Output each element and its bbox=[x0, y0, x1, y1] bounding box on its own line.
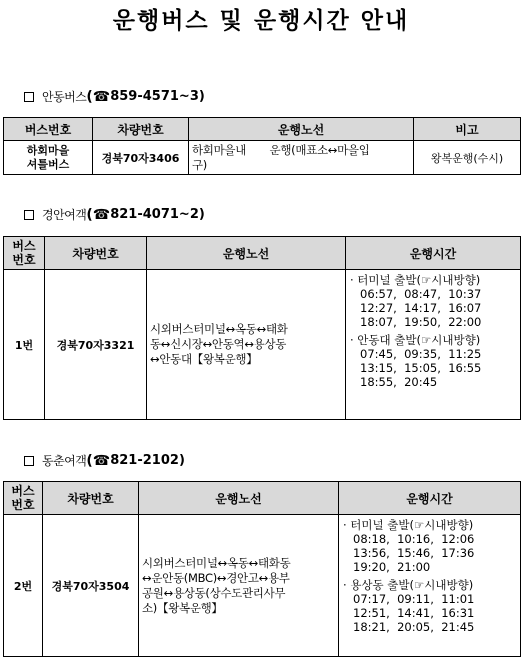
telephone-icon: (☎ bbox=[86, 452, 111, 469]
phone-number: 821-4071~2 bbox=[110, 207, 199, 222]
header-route: 운행노선 bbox=[139, 482, 339, 515]
time-row: 19:20, 21:00 bbox=[353, 560, 431, 574]
header-plate: 차량번호 bbox=[45, 237, 147, 270]
departure-label: · 안동대 출발(☞시내방향) bbox=[350, 333, 481, 347]
departure-label: · 터미널 출발(☞시내방향) bbox=[350, 273, 481, 287]
route-cell: 시외버스터미널↔옥동↔태화 동↔신시장↔안동역↔용상동 ↔안동대【왕복운행】 bbox=[147, 270, 346, 420]
operator-name: 안동버스 bbox=[42, 90, 87, 104]
gyeongan-table bbox=[3, 236, 521, 420]
plate-cell: 경북70자3321 bbox=[45, 270, 147, 420]
checkbox-square-icon bbox=[24, 456, 34, 466]
route-cell: 하회마을내 운행(매표소↔마을입 구) bbox=[189, 141, 414, 175]
time-row: 07:45, 09:35, 11:25 bbox=[360, 347, 482, 361]
time-row: 18:21, 20:05, 21:45 bbox=[353, 620, 475, 634]
time-row: 13:56, 15:46, 17:36 bbox=[353, 546, 475, 560]
plate-cell: 경북70자3406 bbox=[93, 141, 189, 175]
telephone-icon: (☎ bbox=[86, 206, 111, 223]
checkbox-square-icon bbox=[24, 210, 34, 220]
departure-block bbox=[343, 578, 516, 634]
andong-bus-table bbox=[3, 117, 521, 175]
header-plate: 차량번호 bbox=[43, 482, 139, 515]
time-row: 12:51, 14:41, 16:31 bbox=[353, 606, 475, 620]
header-bus-number: 버스번호 bbox=[4, 118, 93, 141]
schedule-cell bbox=[346, 270, 521, 420]
section-heading-dongchun: 동춘여객 (☎ 821-2102 ) bbox=[24, 452, 185, 469]
bus-number-cell: 2번 bbox=[4, 515, 43, 657]
departure-label: · 용상동 출발(☞시내방향) bbox=[343, 578, 474, 592]
header-note: 비고 bbox=[414, 118, 521, 141]
header-schedule: 운행시간 bbox=[339, 482, 521, 515]
route-cell: 시외버스터미널↔옥동↔태화동 ↔운안동(MBC)↔경안고↔용부 공원↔용상동(상수도관리사무 소)【왕복운행】 bbox=[139, 515, 339, 657]
time-row: 06:57, 08:47, 10:37 bbox=[360, 287, 482, 301]
operator-name: 경안여객 bbox=[42, 208, 87, 222]
header-bus-number: 버스 번호 bbox=[4, 237, 45, 270]
phone-number: 821-2102 bbox=[110, 453, 179, 468]
checkbox-square-icon bbox=[24, 92, 34, 102]
header-plate: 차량번호 bbox=[93, 118, 189, 141]
time-row: 18:55, 20:45 bbox=[360, 375, 438, 389]
time-row: 08:18, 10:16, 12:06 bbox=[353, 532, 475, 546]
phone-number: 859-4571~3 bbox=[110, 89, 199, 104]
time-row: 12:27, 14:17, 16:07 bbox=[360, 301, 482, 315]
bus-number-cell: 하회마을 셔틀버스 bbox=[4, 141, 93, 175]
dongchun-table bbox=[3, 481, 521, 657]
schedule-cell bbox=[339, 515, 521, 657]
note-cell: 왕복운행(수시) bbox=[414, 141, 521, 175]
time-row: 07:17, 09:11, 11:01 bbox=[353, 592, 475, 606]
header-bus-number: 버스 번호 bbox=[4, 482, 43, 515]
telephone-icon: (☎ bbox=[86, 88, 111, 105]
section-heading-andong-bus: 안동버스 (☎ 859-4571~3 ) bbox=[24, 88, 205, 105]
departure-block bbox=[350, 273, 516, 329]
section-heading-gyeongan: 경안여객 (☎ 821-4071~2 ) bbox=[24, 206, 205, 223]
page-title: 운행버스 및 운행시간 안내 bbox=[112, 8, 410, 34]
departure-block bbox=[343, 518, 516, 574]
departure-label: · 터미널 출발(☞시내방향) bbox=[343, 518, 474, 532]
header-route: 운행노선 bbox=[147, 237, 346, 270]
departure-block bbox=[350, 333, 516, 389]
plate-cell: 경북70자3504 bbox=[43, 515, 139, 657]
operator-name: 동춘여객 bbox=[42, 454, 87, 468]
time-row: 18:07, 19:50, 22:00 bbox=[360, 315, 482, 329]
header-schedule: 운행시간 bbox=[346, 237, 521, 270]
header-route: 운행노선 bbox=[189, 118, 414, 141]
time-row: 13:15, 15:05, 16:55 bbox=[360, 361, 482, 375]
bus-number-cell: 1번 bbox=[4, 270, 45, 420]
